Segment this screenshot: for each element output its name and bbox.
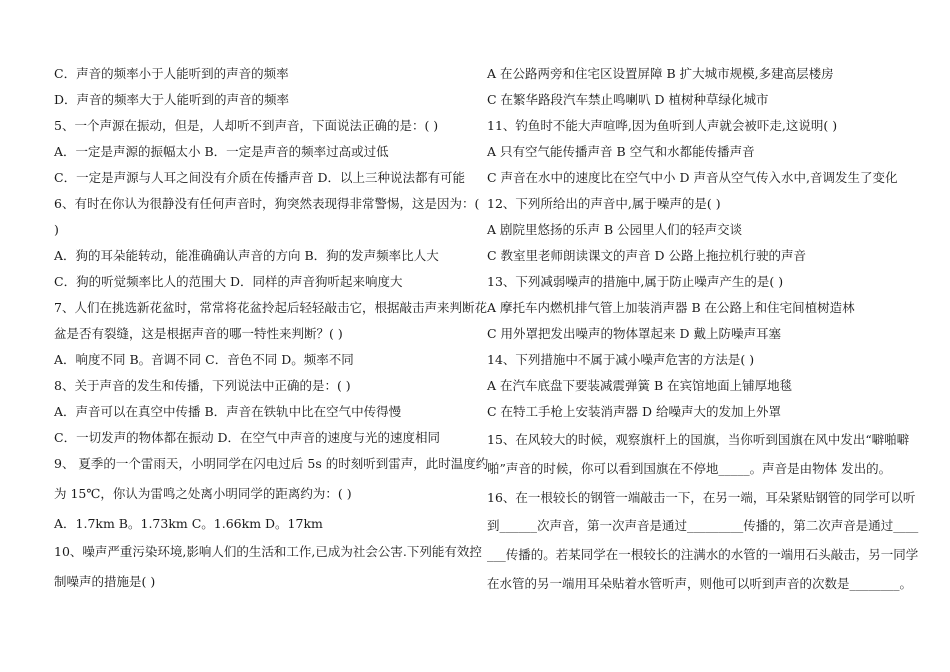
- option-text: A 在汽车底盘下要装减震弹簧 B 在宾馆地面上铺厚地毯: [487, 378, 793, 393]
- question-9: 9、 夏季的一个雷雨天，小明同学在闪电过后 5s 的时刻听到雷声，此时温度约: [54, 456, 489, 471]
- question-16: 16、在一根较长的钢管一端敲击一下，在另一端，耳朵紧贴钢管的同学可以听: [487, 490, 916, 505]
- question-7-continued: 盆是否有裂缝，这是根据声音的哪一特性来判断？( ): [54, 326, 343, 341]
- question-11: 11、钓鱼时不能大声喧哗,因为鱼听到人声就会被吓走,这说明( ): [487, 118, 838, 133]
- option-text: C 在繁华路段汽车禁止鸣喇叭 D 植树种草绿化城市: [487, 92, 769, 107]
- option-text: A．一定是声源的振幅太小 B．一定是声音的频率过高或过低: [54, 144, 389, 159]
- question-12: 12、下列所给出的声音中,属于噪声的是( ): [487, 196, 721, 211]
- option-text: C 教室里老师朗读课文的声音 D 公路上拖拉机行驶的声音: [487, 248, 807, 263]
- option-text: C 声音在水中的速度比在空气中小 D 声音从空气传入水中,音调发生了变化: [487, 170, 898, 185]
- option-text: C．狗的听觉频率比人的范围大 D．同样的声音狗听起来响度大: [54, 274, 403, 289]
- question-10: 10、噪声严重污染环境,影响人们的生活和工作,已成为社会公害.下列能有效控: [54, 544, 482, 559]
- option-text: A 摩托车内燃机排气管上加装消声器 B 在公路上和住宅间植树造林: [487, 300, 855, 315]
- question-5: 5、一个声源在振动，但是，人却听不到声音，下面说法正确的是：( ): [54, 118, 439, 133]
- option-text: C 在特工手枪上安装消声器 D 给噪声大的发加上外罩: [487, 404, 782, 419]
- question-15: 15、在风较大的时候，观察旗杆上的国旗，当你听到国旗在风中发出“噼啪噼: [487, 432, 910, 447]
- question-16-continued: ___传播的。若某同学在一根较长的注满水的水管的一端用石头敲击，另一同学: [487, 547, 919, 562]
- option-text: A 只有空气能传播声音 B 空气和水都能传播声音: [487, 144, 755, 159]
- option-text: C．声音的频率小于人能听到的声音的频率: [54, 66, 289, 81]
- question-8: 8、关于声音的发生和传播，下列说法中正确的是：( ): [54, 378, 351, 393]
- option-text: A．声音可以在真空中传播 B．声音在铁轨中比在空气中传得慢: [54, 404, 402, 419]
- option-text: C．一切发声的物体都在振动 D．在空气中声音的速度与光的速度相同: [54, 430, 441, 445]
- question-6-continued: ): [54, 222, 59, 237]
- option-text: A．响度不同 B。音调不同 C．音色不同 D。频率不同: [54, 352, 354, 367]
- question-14: 14、下列措施中不属于减小噪声危害的方法是( ): [487, 352, 755, 367]
- question-15-continued: 啪”声音的时候，你可以看到国旗在不停地_____。声音是由物体 发出的。: [487, 461, 892, 476]
- question-16-continued: 到______次声音，第一次声音是通过_________传播的，第二次声音是通过____: [487, 518, 919, 533]
- option-text: C．一定是声源与人耳之间没有介质在传播声音 D．以上三种说法都有可能: [54, 170, 466, 185]
- option-text: D．声音的频率大于人能听到的声音的频率: [54, 92, 290, 107]
- question-9-continued: 为 15℃，你认为雷鸣之处离小明同学的距离约为：( ): [54, 486, 352, 501]
- option-text: A．狗的耳朵能转动，能准确确认声音的方向 B．狗的发声频率比人大: [54, 248, 439, 263]
- option-text: A．1.7km B。1.73km C。1.66km D。17km: [54, 516, 323, 531]
- option-text: A 在公路两旁和住宅区设置屏障 B 扩大城市规模,多建高层楼房: [487, 66, 834, 81]
- option-text: C 用外罩把发出噪声的物体罩起来 D 戴上防噪声耳塞: [487, 326, 782, 341]
- question-13: 13、下列减弱噪声的措施中,属于防止噪声产生的是( ): [487, 274, 784, 289]
- question-6: 6、有时在你认为很静没有任何声音时，狗突然表现得非常警惕，这是因为：(: [54, 196, 480, 211]
- question-16-continued: 在水管的另一端用耳朵贴着水管听声，则他可以听到声音的次数是________。: [487, 576, 913, 591]
- option-text: A 剧院里悠扬的乐声 B 公园里人们的轻声交谈: [487, 222, 743, 237]
- question-10-continued: 制噪声的措施是( ): [54, 574, 156, 589]
- question-7: 7、人们在挑选新花盆时，常常将花盆拎起后轻轻敲击它，根据敲击声来判断花: [54, 300, 487, 315]
